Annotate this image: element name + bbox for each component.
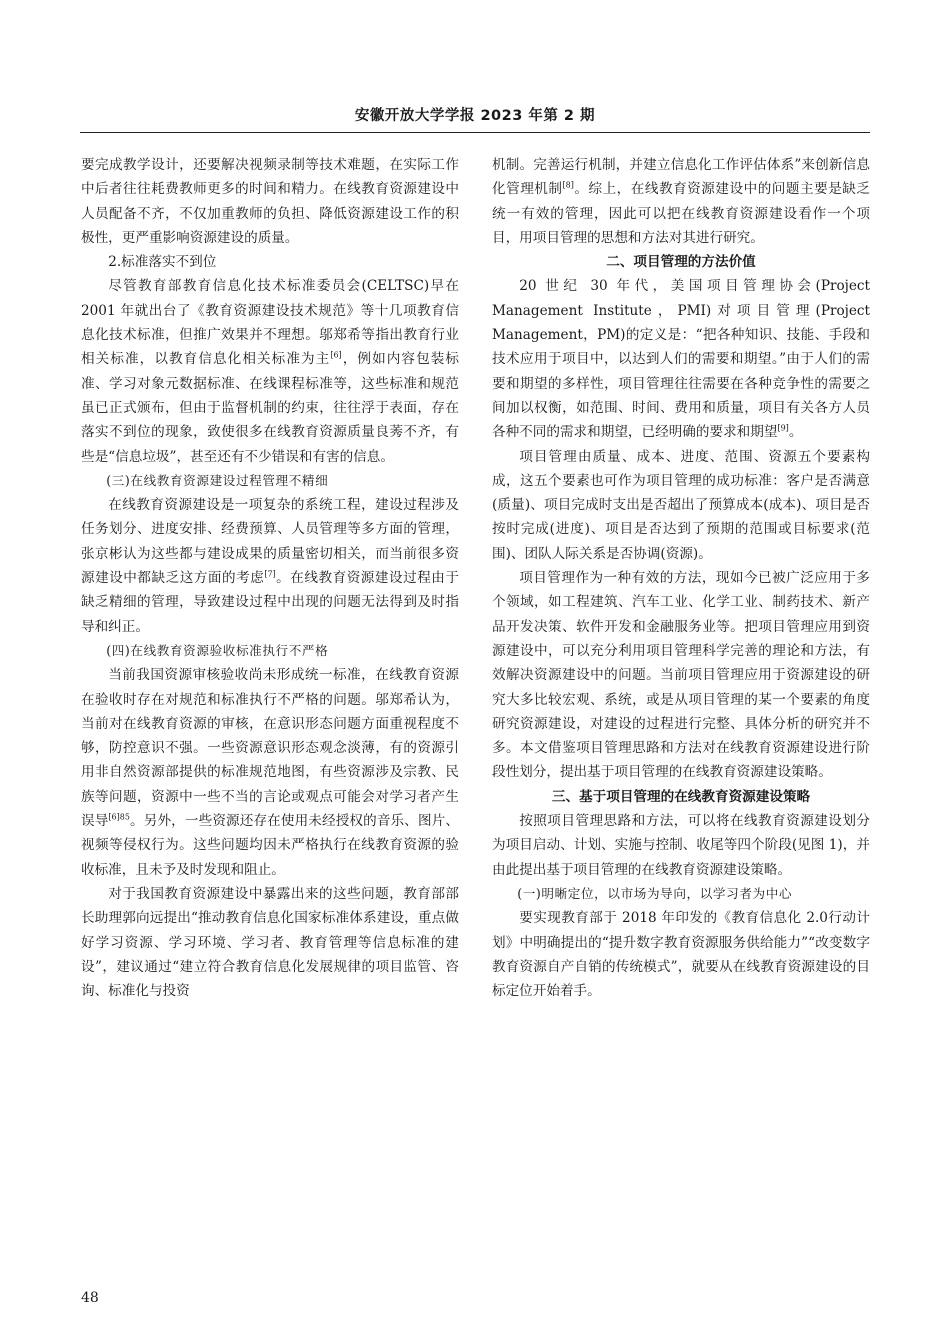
section-title: 二、项目管理的方法价值 (606, 254, 756, 271)
paragraph: 要完成教学设计，还要解决视频录制等技术难题，在实际工作中后者往往耗费教师更多的时间和精力。在线教育资源建设中人员配备不齐，不仅加重教师的负担、降低资源建设工作的积极性，更严重影响资源建设的质量。 (81, 157, 459, 246)
paragraph: 当前我国资源审核验收尚未形成统一标准，在线教育资源在验收时存在对规范和标准执行不严格的问题。邬郑希认为，当前对在线教育资源的审核，在意识形态问题方面重视程度不够，防控意识不强。一些资源意识形态观念淡薄，有的资源引用非自然资源部提供的标准规范地图，有些资源涉及宗教、民族等问题，资源中一些不当的言论或观点可能会对学习者产生误导$^{[6]85}$。另外，一些资源还存在使用未经授权的音乐、图片、视频等侵权行为。这些问题均因未严格执行在线教育资源的验收标准，且未予及时发现和阻止。 (81, 667, 459, 878)
paragraph: 按照项目管理思路和方法，可以将在线教育资源建设划分为项目启动、计划、实施与控制、收尾等四个阶段(见图 1)，并由此提出基于项目管理的在线教育资源建设策略。 (492, 813, 870, 878)
section-title: 三、基于项目管理的在线教育资源建设策略 (551, 788, 811, 805)
left-column (81, 153, 459, 1003)
section-heading: (一)明晰定位，以市场为导向，以学习者为中心 (517, 885, 793, 901)
paragraph: 尽管教育部教育信息化技术标准委员会(CELTSC)早在 2001 年就出台了《教育资源建设技术规范》等十几项教育信息化技术标准，但推广效果并不理想。邬郑希等指出教育行业相关标准，以教育信息化相关标准为主[6]，例如内容包装标准、学习对象元数据标准、在线课程标准等，这些标准和规范虽已正式颁布，但由于监督机制的约束，往往浮于表面，存在落实不到位的现象，致使很多在线教育资源质量良莠不齐，有些是“信息垃圾”，甚至还有不少错误和有害的信息。 (81, 278, 460, 465)
citation: [6] (330, 350, 342, 360)
section-heading: (四)在线教育资源验收标准执行不严格 (106, 642, 329, 658)
citation: [7] (264, 569, 276, 579)
paragraph: 要实现教育部于 2018 年印发的《教育信息化 2.0行动计划》中明确提出的“提升数字教育资源服务供给能力”“改变数字教育资源自产自销的传统模式”，就要从在线教育资源建设的目标定位开始着手。 (492, 910, 870, 1000)
subsection-heading: 2.标准落实不到位 (108, 254, 217, 271)
paragraph: 20 世纪 30 年代，美国项目管理协会(Project Management Institute，PMI)对项目管理(Project Management，PM)的定义是：“把各种知识、技能、手段和技术应用于项目中，以达到人们的需要和期望。”由于人们的需要和期望的多样性，项目管理往往需要在各种竞争性的需要之间加以权衡，如范围、时间、费用和质量，项目有关各方人员各种不同的需求和期望，已经明确的要求和期望[9]。 (492, 278, 870, 441)
citation: [8] (562, 180, 574, 190)
paragraph: 项目管理由质量、成本、进度、范围、资源五个要素构成，这五个要素也可作为项目管理的成功标准：客户是否满意(质量)、项目完成时支出是否超出了预算成本(成本)、项目是否按时完成(进度)、项目是否达到了预期的范围或目标要求(范围)、团队人际关系是否协调(资源)。 (492, 448, 870, 562)
journal-header: 安徽开放大学学报 2023 年第 2 期 (354, 108, 596, 124)
paragraph: 在线教育资源建设是一项复杂的系统工程，建设过程涉及任务划分、进度安排、经费预算、人员管理等多方面的管理，张京彬认为这些都与建设成果的质量密切相关，而当前很多资源建设中都缺乏这方面的考虑[7]。在线教育资源建设过程由于缺乏精细的管理，导致建设过程中出现的问题无法得到及时指导和纠正。 (81, 497, 459, 635)
section-heading: (三)在线教育资源建设过程管理不精细 (106, 472, 329, 488)
paragraph: 项目管理作为一种有效的方法，现如今已被广泛应用于多个领域，如工程建筑、汽车工业、化学工业、制药技术、新产品开发决策、软件开发和金融服务业等。把项目管理应用到资源建设中，可以充分利用项目管理科学完善的理论和方法，有效解决资源建设中的问题。当前项目管理应用于资源建设的研究大多比较宏观、系统，或是从项目管理的某一个要素的角度研究资源建设，对建设的过程进行完整、具体分析的研究并不多。本文借鉴项目管理思路和方法对在线教育资源建设进行阶段性划分，提出基于项目管理的在线教育资源建设策略。 (492, 570, 870, 781)
paragraph: 机制。完善运行机制，并建立信息化工作评估体系”来创新信息化管理机制[8]。综上，在线教育资源建设中的问题主要是缺乏统一有效的管理，因此可以把在线教育资源建设看作一个项目，用项目管理的思想和方法对其进行研究。 (492, 157, 871, 246)
paragraph: 对于我国教育资源建设中暴露出来的这些问题，教育部部长助理郭向远提出“推动教育信息化国家标准体系建设，重点做好学习资源、学习环境、学习者、教育管理等信息标准的建设”，建议通过“建立符合教育信息化发展规律的项目监管、咨询、标准化与投资 (81, 885, 459, 1000)
citation: [6]85 (108, 812, 130, 822)
citation: [9] (777, 423, 789, 433)
page-number: 48 (81, 1290, 99, 1306)
right-column (492, 153, 870, 1003)
header-rule (80, 132, 870, 133)
